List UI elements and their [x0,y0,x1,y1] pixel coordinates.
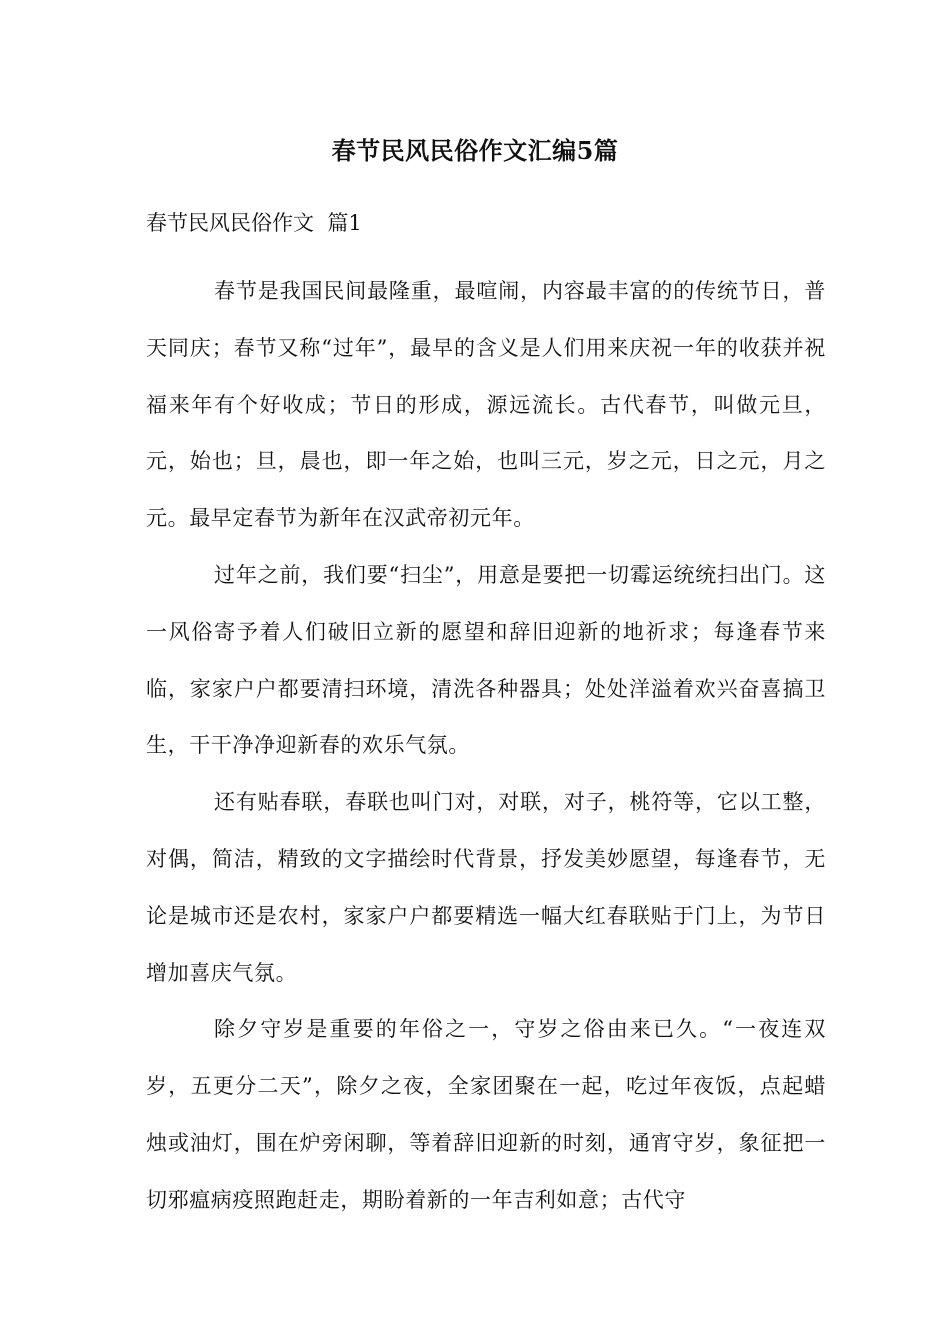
document-title: 春节民风民俗作文汇编5篇 [331,136,619,165]
paragraph-1: 春节是我国民间最隆重，最喧闹，内容最丰富的的传统节日，普天同庆；春节又称“过年”，最早的含义是人们用来庆祝一年的收获并祝福来年有个好收成；节日的形成，源远流长。古代春节，叫做元旦，元，始也；旦，晨也，即一年之始，也叫三元，岁之元，日之元，月之元。最早定春节为新年在汉武帝初元年。 [146,279,826,531]
section-heading: 春节民风民俗作文 篇1 [146,211,362,235]
paragraph-2: 过年之前，我们要“扫尘”，用意是要把一切霉运统统扫出门。这一风俗寄予着人们破旧立新的愿望和辞旧迎新的地祈求；每逢春节来临，家家户户都要清扫环境，清洗各种器具；处处洋溢着欢兴奋喜搞卫生，干干净净迎新春的欢乐气氛。 [146,562,826,758]
paragraph-4: 除夕守岁是重要的年俗之一，守岁之俗由来已久。“一夜连双岁，五更分二天”，除夕之夜，全家团聚在一起，吃过年夜饭，点起蜡烛或油灯，围在炉旁闲聊，等着辞旧迎新的时刻，通宵守岁，象征把一切邪瘟病疫照跑赶走，期盼着新的一年吉利如意；古代守 [146,1017,826,1212]
body-text [146,263,826,1229]
paragraph-3: 还有贴春联，春联也叫门对，对联，对子，桃符等，它以工整，对偶，简洁，精致的文字描绘时代背景，抒发美妙愿望，每逢春节，无论是城市还是农村，家家户户都要精选一幅大红春联贴于门上，为节日增加喜庆气氛。 [146,790,826,985]
